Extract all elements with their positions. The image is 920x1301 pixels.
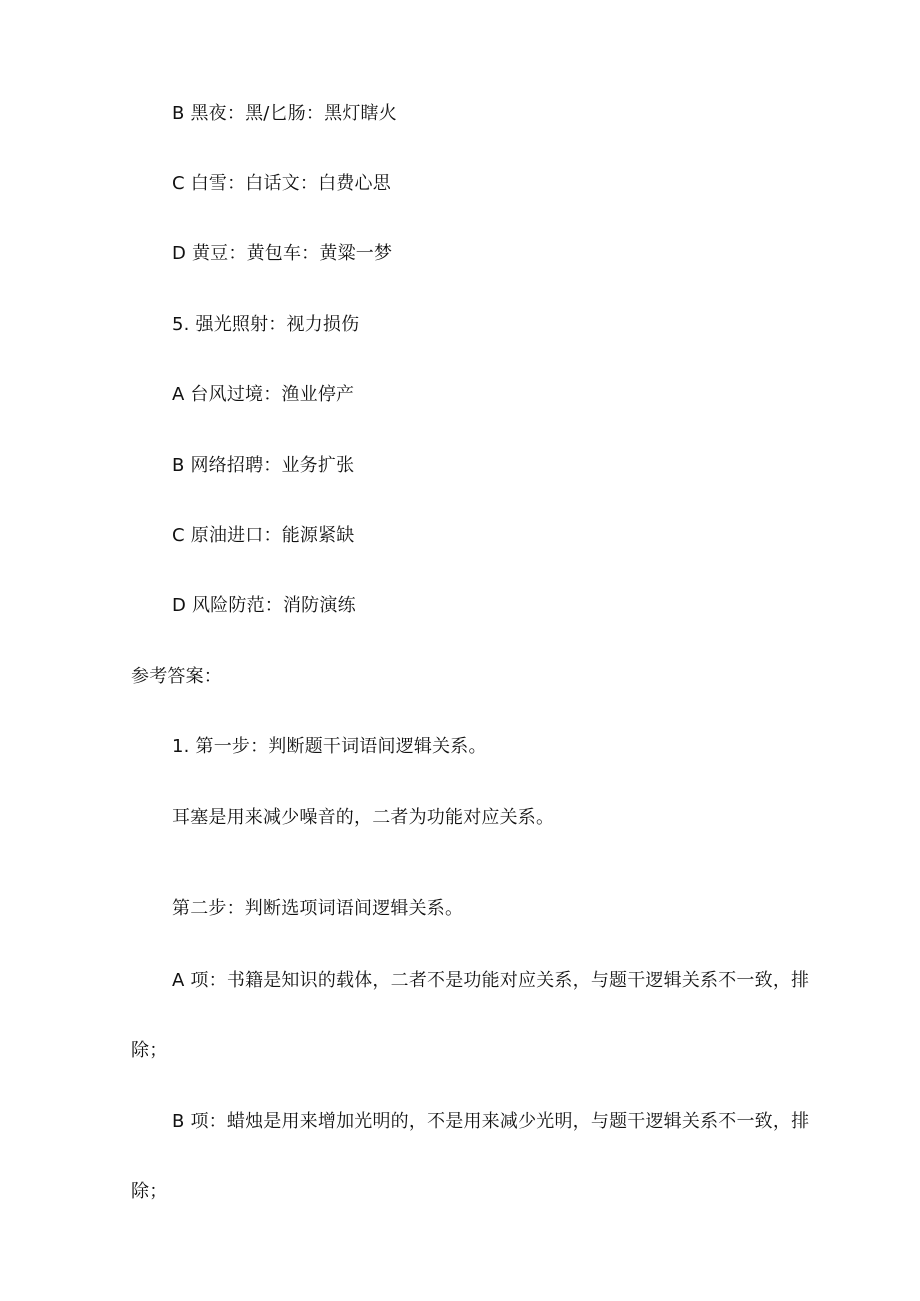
answer-item-a: A 项：书籍是知识的载体，二者不是功能对应关系，与题干逻辑关系不一致，排除； [131, 970, 810, 1061]
answer-heading: 参考答案： [131, 666, 222, 687]
option-d-q4: D 黄豆：黄包车：黄粱一梦 [172, 243, 393, 264]
option-a-q5: A 台风过境：渔业停产 [172, 384, 355, 405]
option-c-q5: C 原油进口：能源紧缺 [172, 525, 355, 546]
option-b-q5: B 网络招聘：业务扩张 [172, 455, 355, 476]
answer-step-1-detail: 耳塞是用来减少噪音的，二者为功能对应关系。 [172, 807, 555, 828]
answer-step-1: 1. 第一步：判断题干词语间逻辑关系。 [172, 736, 487, 757]
option-c-q4: C 白雪：白话文：白费心思 [172, 173, 391, 194]
answer-step-2: 第二步：判断选项词语间逻辑关系。 [172, 898, 464, 919]
question-5-stem: 5. 强光照射：视力损伤 [172, 314, 360, 335]
option-b-q4: B 黑夜：黑/匕肠：黑灯瞎火 [172, 103, 397, 124]
option-d-q5: D 风险防范：消防演练 [172, 595, 356, 616]
answer-item-b: B 项：蜡烛是用来增加光明的，不是用来减少光明，与题干逻辑关系不一致，排除； [131, 1111, 810, 1202]
